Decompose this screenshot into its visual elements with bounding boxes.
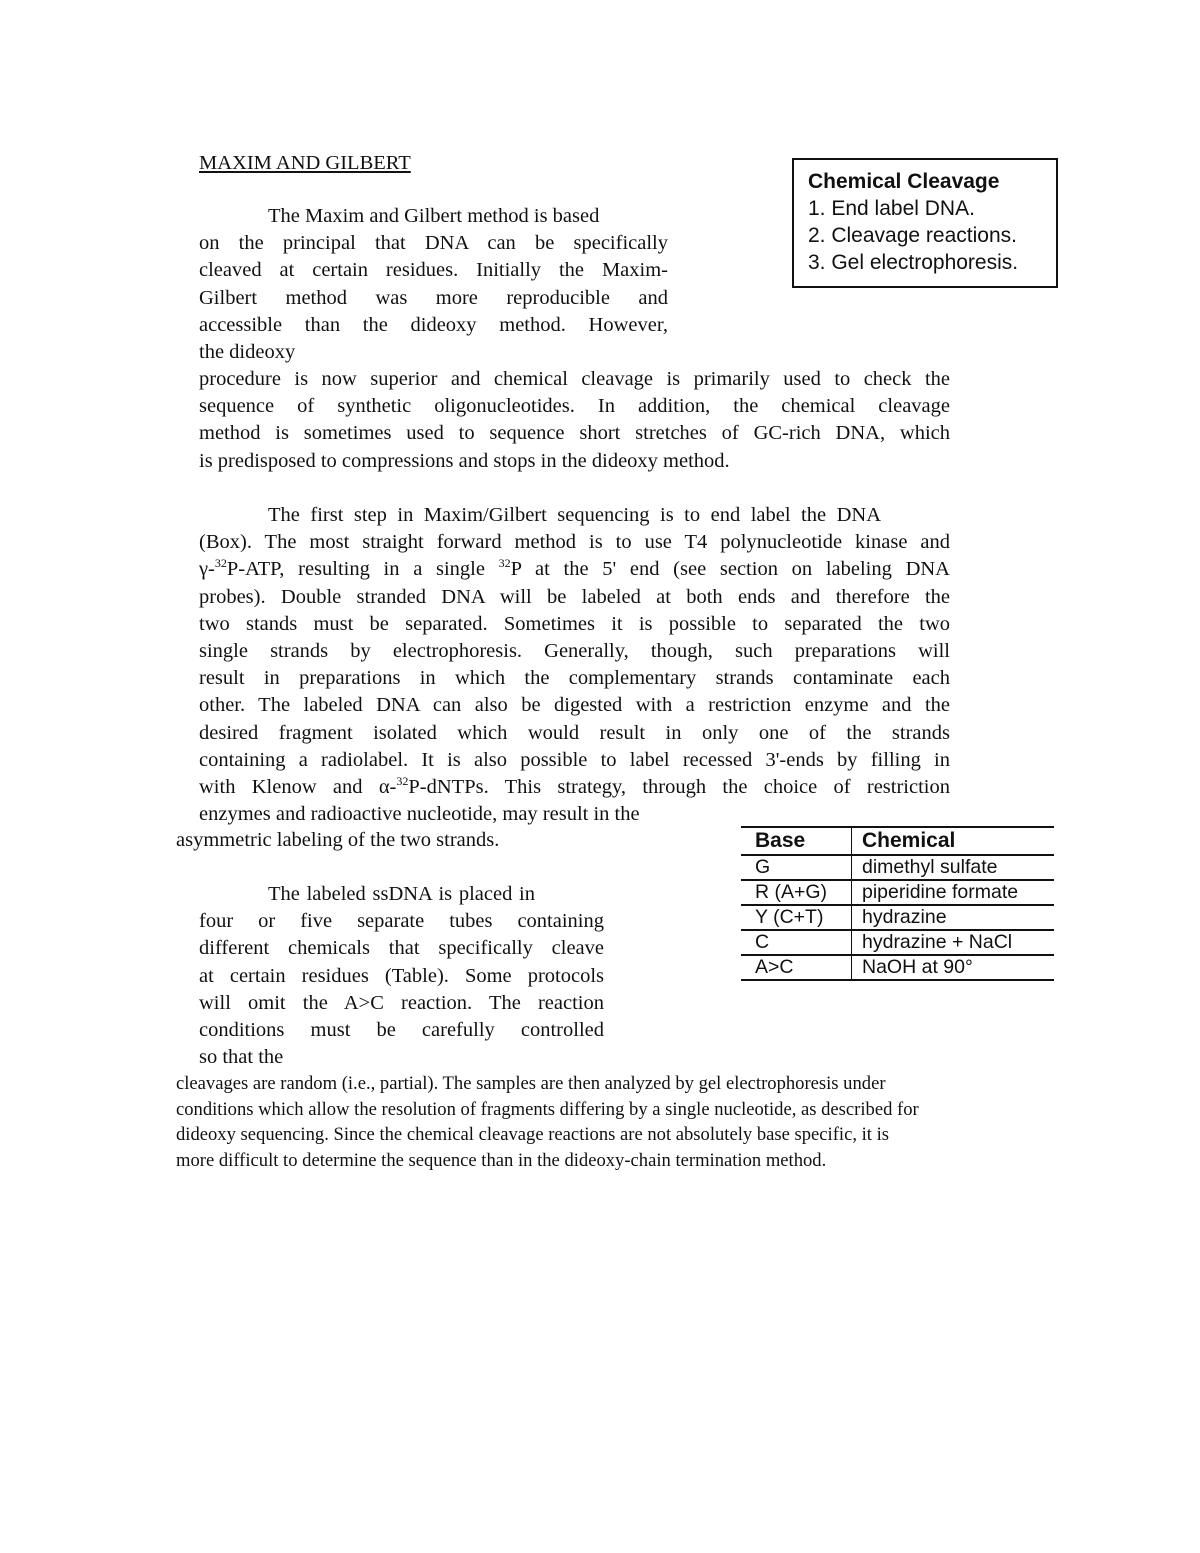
table-header-row (741, 827, 1054, 855)
text-line: other. The labeled DNA can also be digested with a restriction enzyme and the (199, 694, 950, 717)
table-cell: hydrazine + NaCl (852, 930, 1055, 955)
isotope-superscript: 32 (396, 774, 409, 789)
table-row (741, 955, 1054, 980)
text-line: procedure is now superior and chemical cleavage is primarily used to check the (199, 368, 950, 390)
text-line: conditions which allow the resolution of fragments differing by a single nucleotide, as described for (176, 1098, 919, 1120)
text-line (199, 230, 668, 257)
text-line: method is sometimes used to sequence short stretches of GC-rich DNA, which (199, 422, 950, 445)
text-line: will omit the A>C reaction. The reaction (199, 991, 604, 1014)
text-line (199, 774, 950, 801)
box-item: 2. Cleavage reactions. (808, 224, 1017, 247)
text-line: four or five separate tubes containing (199, 910, 604, 933)
text-line: The Maxim and Gilbert method is based (268, 205, 600, 227)
text-line-content: Gilbert method was more reproducible and (199, 286, 668, 309)
table-cell: C (741, 930, 852, 955)
text-line: result in preparations in which the complementary strands contaminate each (199, 667, 950, 690)
text-line (199, 257, 668, 284)
table-cell: piperidine formate (852, 880, 1055, 905)
text-line: sequence of synthetic oligonucleotides. In addition, the chemical cleavage (199, 395, 950, 418)
text-line: containing a radiolabel. It is also possible to label recessed 3'-ends by filling in (199, 748, 950, 771)
table-row (741, 930, 1054, 955)
text-fragment: P-ATP, resulting in a single (226, 558, 499, 581)
text-line: the dideoxy (199, 341, 296, 364)
text-line: probes). Double stranded DNA will be labeled at both ends and therefore the (199, 585, 950, 608)
text-line (199, 312, 668, 339)
text-line: (Box). The most straight forward method is to use T4 polynucleotide kinase and (199, 531, 950, 554)
table-cell: dimethyl sulfate (852, 855, 1055, 880)
text-line: different chemicals that specifically cleave (199, 937, 604, 960)
isotope-superscript: 32 (498, 556, 511, 571)
table-cell: NaOH at 90° (852, 955, 1055, 980)
text-line: more difficult to determine the sequence than in the dideoxy-chain termination method. (176, 1149, 827, 1171)
text-line-content: cleaved at certain residues. Initially the Maxim- (199, 259, 668, 282)
text-line: conditions must be carefully controlled (199, 1019, 604, 1042)
cleavage-chemicals-table (741, 826, 1054, 981)
box-item: 3. Gel electrophoresis. (808, 251, 1019, 274)
table-row (741, 905, 1054, 930)
text-line: The labeled ssDNA is placed in (268, 883, 535, 905)
text-line: single strands by electrophoresis. Generally, though, such preparations will (199, 640, 950, 663)
table-cell: G (741, 855, 852, 880)
box-item: 1. End label DNA. (808, 197, 975, 220)
paragraph-2-tail: asymmetric labeling of the two strands. (176, 829, 500, 851)
text-line: The first step in Maxim/Gilbert sequencing is to end label the DNA (268, 504, 881, 526)
text-line-content: on the principal that DNA can be specifically (199, 232, 668, 255)
text-line: desired fragment isolated which would result in only one of the strands (199, 721, 950, 744)
paragraph-3-top (199, 881, 604, 1071)
text-line: two stands must be separated. Sometimes it is possible to separated the two (199, 612, 950, 635)
box-title: Chemical Cleavage (808, 170, 1000, 193)
paragraph-3-bottom (176, 1071, 1021, 1173)
table-row (741, 855, 1054, 880)
table-cell: A>C (741, 955, 852, 980)
paragraph-1-bottom (199, 366, 950, 475)
column-header-chemical: Chemical (852, 827, 1055, 855)
text-line: is predisposed to compressions and stops in the dideoxy method. (199, 449, 730, 472)
table-row (741, 880, 1054, 905)
table-cell: hydrazine (852, 905, 1055, 930)
page-title: MAXIM AND GILBERT (199, 152, 411, 174)
chemical-cleavage-box (792, 158, 1058, 288)
text-line: dideoxy sequencing. Since the chemical cleavage reactions are not absolutely base specific, it is (176, 1124, 890, 1145)
text-line: at certain residues (Table). Some protocols (199, 964, 604, 987)
text-fragment: with Klenow and α- (199, 776, 397, 799)
paragraph-2 (199, 502, 950, 828)
text-line: enzymes and radioactive nucleotide, may result in the (199, 803, 640, 826)
text-line (199, 285, 668, 312)
column-header-base: Base (741, 827, 852, 855)
text-line: cleavages are random (i.e., partial). The samples are then analyzed by gel electrophoresis under (176, 1073, 886, 1094)
text-line (199, 556, 950, 583)
paragraph-1-top (199, 203, 668, 366)
isotope-superscript: 32 (214, 556, 227, 571)
text-line-content: accessible than the dideoxy method. However, (199, 313, 668, 336)
table-cell: R (A+G) (741, 880, 852, 905)
table-cell: Y (C+T) (741, 905, 852, 930)
text-line: so that the (199, 1046, 284, 1069)
gamma-prefix: γ- (199, 558, 215, 581)
text-fragment: P-dNTPs. This strategy, through the choice of restriction (408, 776, 950, 799)
text-fragment: P at the 5' end (see section on labeling DNA (510, 558, 950, 581)
